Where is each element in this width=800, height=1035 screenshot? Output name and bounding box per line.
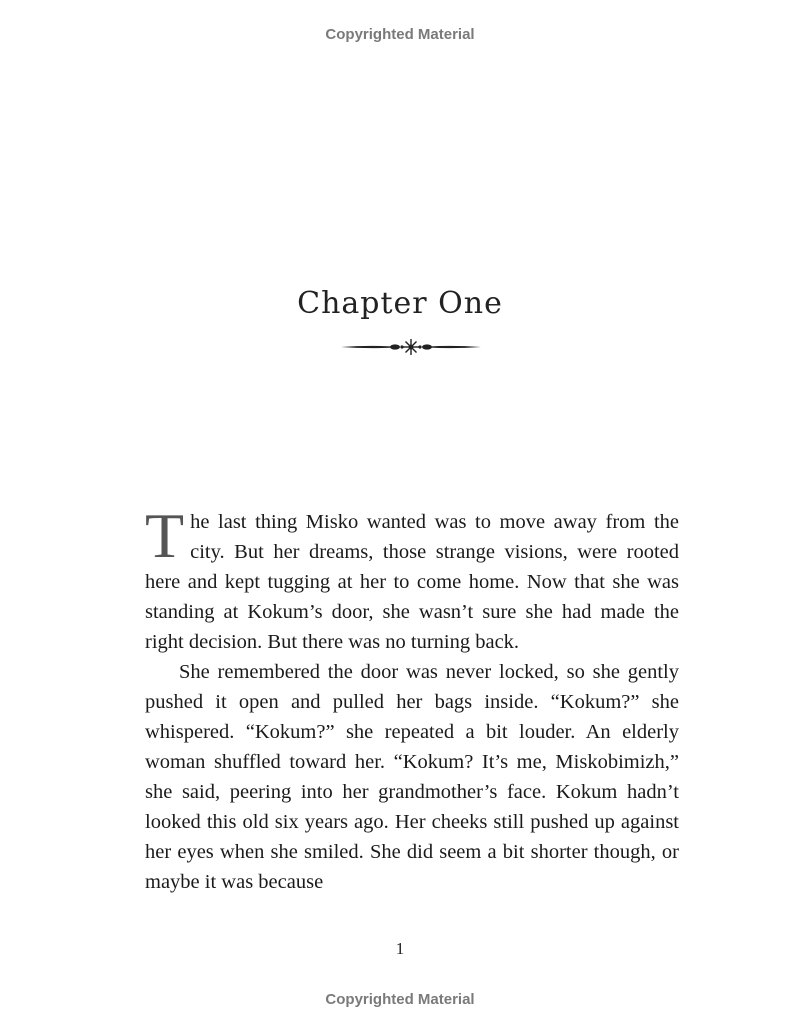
drop-cap: T (145, 500, 185, 571)
chapter-title: Chapter One (297, 286, 503, 321)
paragraph-2: She remembered the door was never locked, so she gently pushed it open and pulled her bags inside. “Kokum?” she whispered. “Kokum?” she repeated a bit louder. An elderly woman shuffled toward her. “Kokum? It’s me, Miskobimizh,” she said, peering into her grandmother’s face. Kokum hadn’t looked this old six years ago. Her cheeks still pushed up against her eyes when she smiled. She did seem a bit shorter though, or maybe it was because (145, 661, 679, 893)
chapter-body-text (145, 500, 679, 897)
flourish-divider-icon (339, 336, 483, 358)
copyright-watermark-bottom: Copyrighted Material (325, 991, 475, 1008)
paragraph-1 (145, 500, 679, 657)
copyright-watermark-top: Copyrighted Material (325, 26, 475, 43)
page-number: 1 (395, 939, 405, 958)
paragraph-1-text: he last thing Misko wanted was to move away from the city. But her dreams, those strange visions, were rooted here and kept tugging at her to come home. Now that she was standing at Kokum’s door, she wasn’t sure she had made the right decision. But there was no turning back. (145, 511, 679, 653)
